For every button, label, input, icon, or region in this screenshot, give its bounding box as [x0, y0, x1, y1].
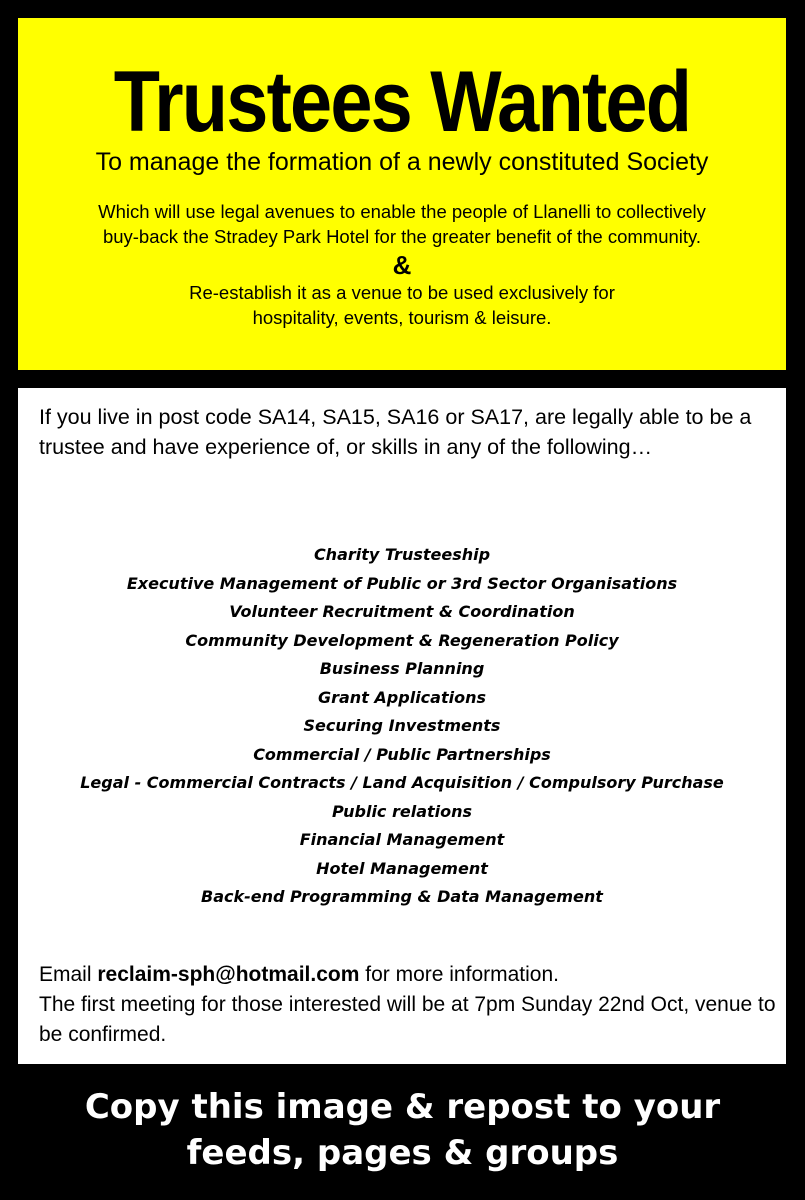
page-title: Trustees Wanted: [113, 54, 691, 150]
skills-list: [18, 541, 786, 912]
email-address: reclaim-sph@hotmail.com: [97, 963, 360, 986]
ampersand: &: [392, 250, 412, 280]
skill-item: Charity Trusteeship: [313, 545, 491, 564]
header-panel: [18, 18, 786, 370]
intro-line: buy-back the Stradey Park Hotel for the greater benefit of the community.: [102, 226, 702, 247]
intro-text: [38, 199, 766, 249]
subtitle: To manage the formation of a newly constituted Society: [95, 148, 709, 176]
email-prefix: Email: [39, 963, 98, 986]
email-suffix: for more information.: [359, 963, 559, 986]
skill-item: Business Planning: [319, 659, 485, 678]
skill-item: Back-end Programming & Data Management: [201, 887, 603, 906]
email-line: [39, 960, 779, 990]
skill-item: Legal - Commercial Contracts / Land Acquisition / Compulsory Purchase: [80, 773, 724, 792]
body-panel: [18, 388, 786, 1064]
skill-item: Financial Management: [299, 830, 505, 849]
skill-item: Grant Applications: [317, 687, 486, 707]
skill-item: Community Development & Regeneration Policy: [185, 630, 619, 650]
footer-callout: [0, 1084, 805, 1176]
eligibility-text: If you live in post code SA14, SA15, SA16 or SA17, are legally able to be a trustee and have experience of, or skills in any of the following…: [39, 405, 752, 459]
skill-item: Hotel Management: [316, 858, 488, 878]
skill-item: Securing Investments: [303, 716, 501, 735]
venue-text: [38, 280, 766, 330]
skill-item: Public relations: [331, 801, 473, 821]
venue-line: hospitality, events, tourism & leisure.: [252, 307, 552, 328]
skill-item: Volunteer Recruitment & Coordination: [229, 602, 575, 621]
intro-line: Which will use legal avenues to enable the people of Llanelli to collectively: [98, 201, 706, 222]
footer-line: Copy this image & repost to your: [84, 1087, 721, 1127]
skill-item: Commercial / Public Partnerships: [253, 744, 551, 764]
contact-info: [39, 960, 779, 1050]
skill-item: Executive Management of Public or 3rd Sector Organisations: [126, 573, 678, 593]
venue-line: Re-establish it as a venue to be used exclusively for: [189, 282, 615, 303]
meeting-info: The first meeting for those interested will be at 7pm Sunday 22nd Oct, venue to be confirmed.: [39, 993, 776, 1046]
footer-line: feeds, pages & groups: [186, 1133, 619, 1173]
